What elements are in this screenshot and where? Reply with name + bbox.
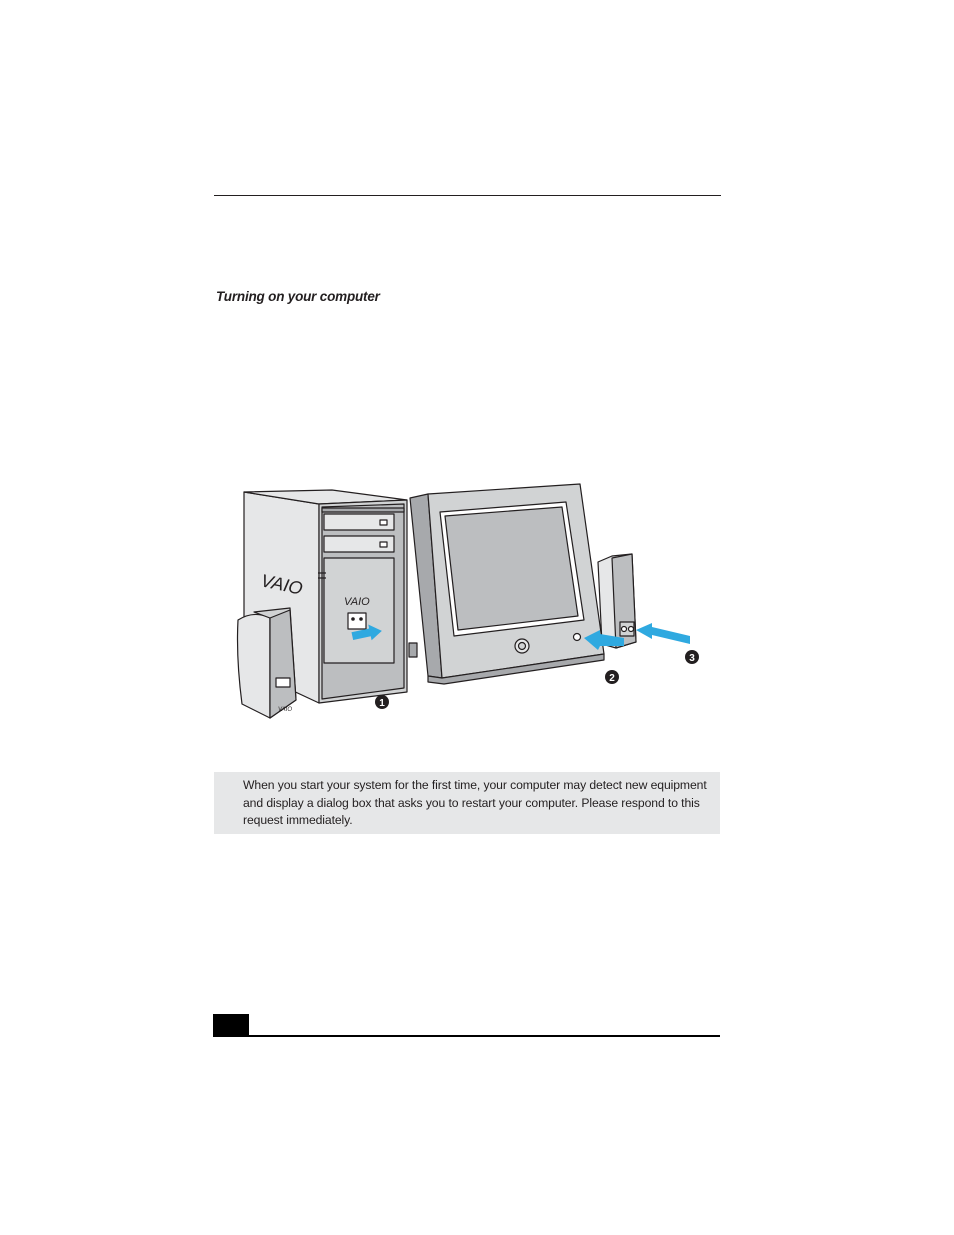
callout-1 xyxy=(375,695,389,709)
lcd-monitor xyxy=(410,484,604,684)
monitor-screen xyxy=(445,507,578,630)
left-speaker-logo: VAIO xyxy=(278,707,293,713)
callout-3 xyxy=(685,650,699,664)
section-heading: Turning on your computer xyxy=(216,289,380,304)
svg-text:1: 1 xyxy=(379,698,385,709)
pc-power-button xyxy=(348,613,366,629)
note-box xyxy=(214,772,720,834)
left-speaker xyxy=(238,608,297,718)
note-text: When you start your system for the first time, your computer may detect new equipment and display a dialog box that asks you to restart your computer. Please respond to this request immediately. xyxy=(243,778,707,827)
header-rule xyxy=(214,195,721,196)
monitor-power-button xyxy=(574,634,581,641)
tower-side-logo: VAIO xyxy=(259,570,305,599)
arrow-speaker-power xyxy=(636,623,690,644)
power-on-illustration xyxy=(232,478,704,724)
page-number-tab xyxy=(213,1014,249,1037)
right-speaker xyxy=(598,554,636,648)
callout-2 xyxy=(605,670,619,684)
svg-text:2: 2 xyxy=(609,673,615,684)
tower-front-logo: VAIO xyxy=(344,596,370,608)
svg-text:3: 3 xyxy=(689,653,695,664)
footer-rule xyxy=(213,1035,720,1037)
